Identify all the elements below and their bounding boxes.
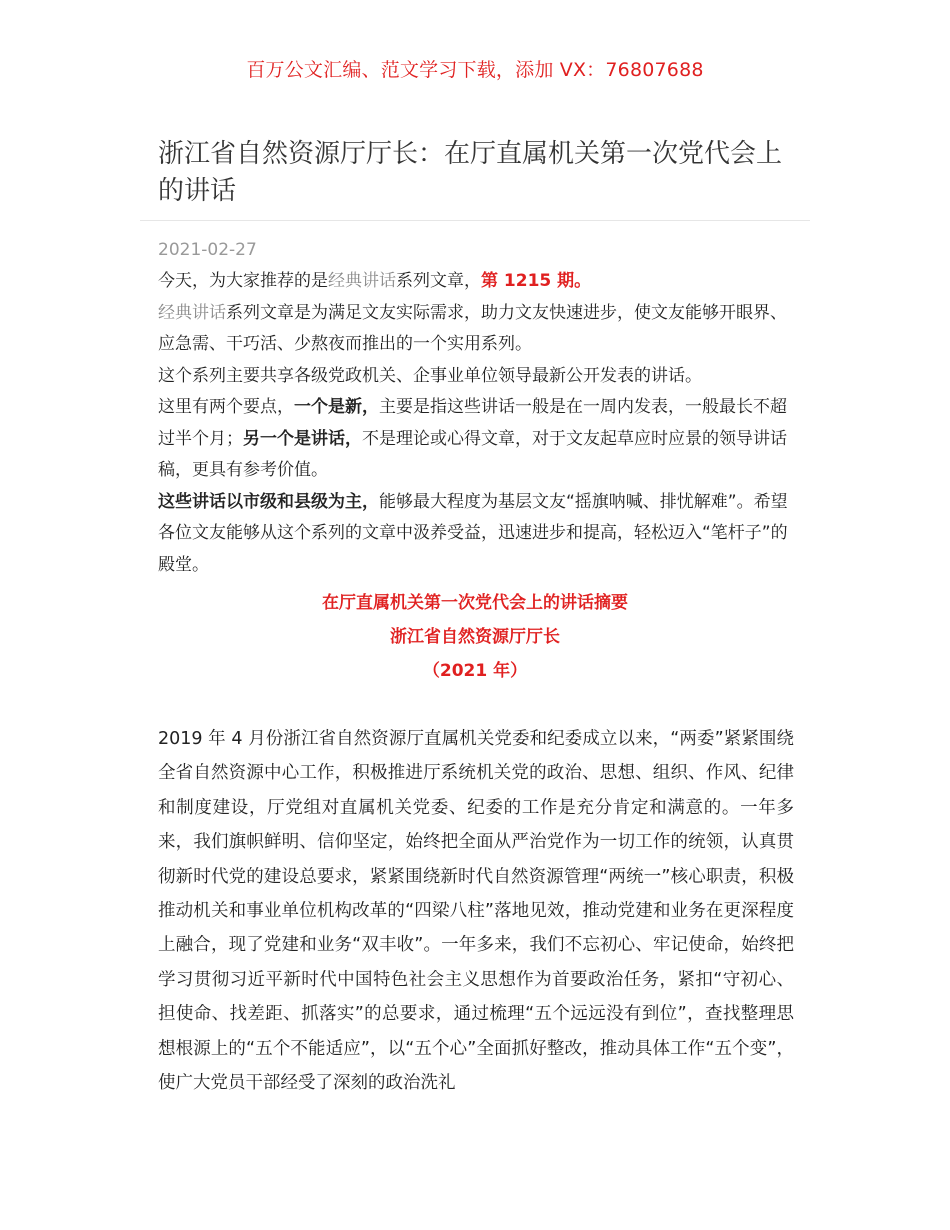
speech-body [158, 722, 794, 1100]
speech-title: 在厅直属机关第一次党代会上的讲话摘要 [322, 593, 628, 613]
intro-text: 系列文章， [396, 271, 481, 291]
title-divider [140, 220, 810, 221]
intro-text: 这里有两个要点， [158, 397, 294, 417]
intro-section [158, 266, 794, 581]
article-title: 浙江省自然资源厅厅长：在厅直属机关第一次党代会上的讲话 [158, 139, 783, 206]
intro-paragraph-5 [158, 487, 794, 582]
key-point-3: 这些讲话以市级和县级为主， [158, 491, 379, 512]
intro-text: 能够最大程度为基层文友“摇旗呐喊、排忧解难”。希望各位文友能够从这个系列的文章中汲养受益，迅速进步和提高，轻松迈入“笔杆子”的殿堂。 [158, 491, 788, 575]
intro-paragraph-1 [158, 266, 794, 298]
issue-number: 第 1215 期。 [481, 271, 592, 291]
intro-paragraph-3: 这个系列主要共享各级党政机关、企事业单位领导最新公开发表的讲话。 [158, 365, 702, 386]
promo-banner: 百万公文汇编、范文学习下载，添加 VX：76807688 [246, 59, 704, 81]
intro-text: 主要是指这些讲话一般是在一周内发表，一般最长不超过半个月； [158, 397, 787, 449]
body-paragraph: 2019 年 4 月份浙江省自然资源厅直属机关党委和纪委成立以来，“两委”紧紧围绕全省自然资源中心工作，积极推进厅系统机关党的政治、思想、组织、作风、纪律和制度建设，厅党组对直属机关党委、纪委的工作是充分肯定和满意的。一年多来，我们旗帜鲜明、信仰坚定，始终把全面从严治党作为一切工作的统领，认真贯彻新时代党的建设总要求，紧紧围绕新时代自然资源管理“两统一”核心职责，积极推动机关和事业单位机构改革的“四梁八柱”落地见效，推动党建和业务在更深程度上融合，现了党建和业务“双丰收”。一年多来，我们不忘初心、牢记使命，始终把学习贯彻习近平新时代中国特色社会主义思想作为首要政治任务，紧扣“守初心、担使命、找差距、抓落实”的总要求，通过梳理“五个远远没有到位”，查找整理思想根源上的“五个不能适应”，以“五个心”全面抓好整改，推动具体工作“五个变”，使广大党员干部经受了深刻的政治洗礼 [158, 729, 794, 1094]
intro-paragraph-4 [158, 392, 794, 487]
series-name: 经典讲话 [328, 271, 396, 291]
intro-text: 不是理论或心得文章，对于文友起草应时应景的领导讲话稿，更具有参考价值。 [158, 428, 787, 480]
series-name: 经典讲话 [158, 302, 226, 323]
speech-header [0, 586, 950, 688]
speech-year: （2021 年） [422, 661, 528, 681]
intro-text: 系列文章是为满足文友实际需求，助力文友快速进步，使文友能够开眼界、应急需、干巧活、少熬夜而推出的一个实用系列。 [158, 302, 787, 354]
key-point-1: 一个是新， [294, 397, 379, 417]
speaker: 浙江省自然资源厅厅长 [390, 627, 560, 647]
intro-paragraph-2 [158, 298, 794, 361]
intro-text: 今天，为大家推荐的是 [158, 271, 328, 291]
publish-date: 2021-02-27 [158, 240, 257, 260]
key-point-2: 另一个是讲话， [243, 428, 362, 449]
